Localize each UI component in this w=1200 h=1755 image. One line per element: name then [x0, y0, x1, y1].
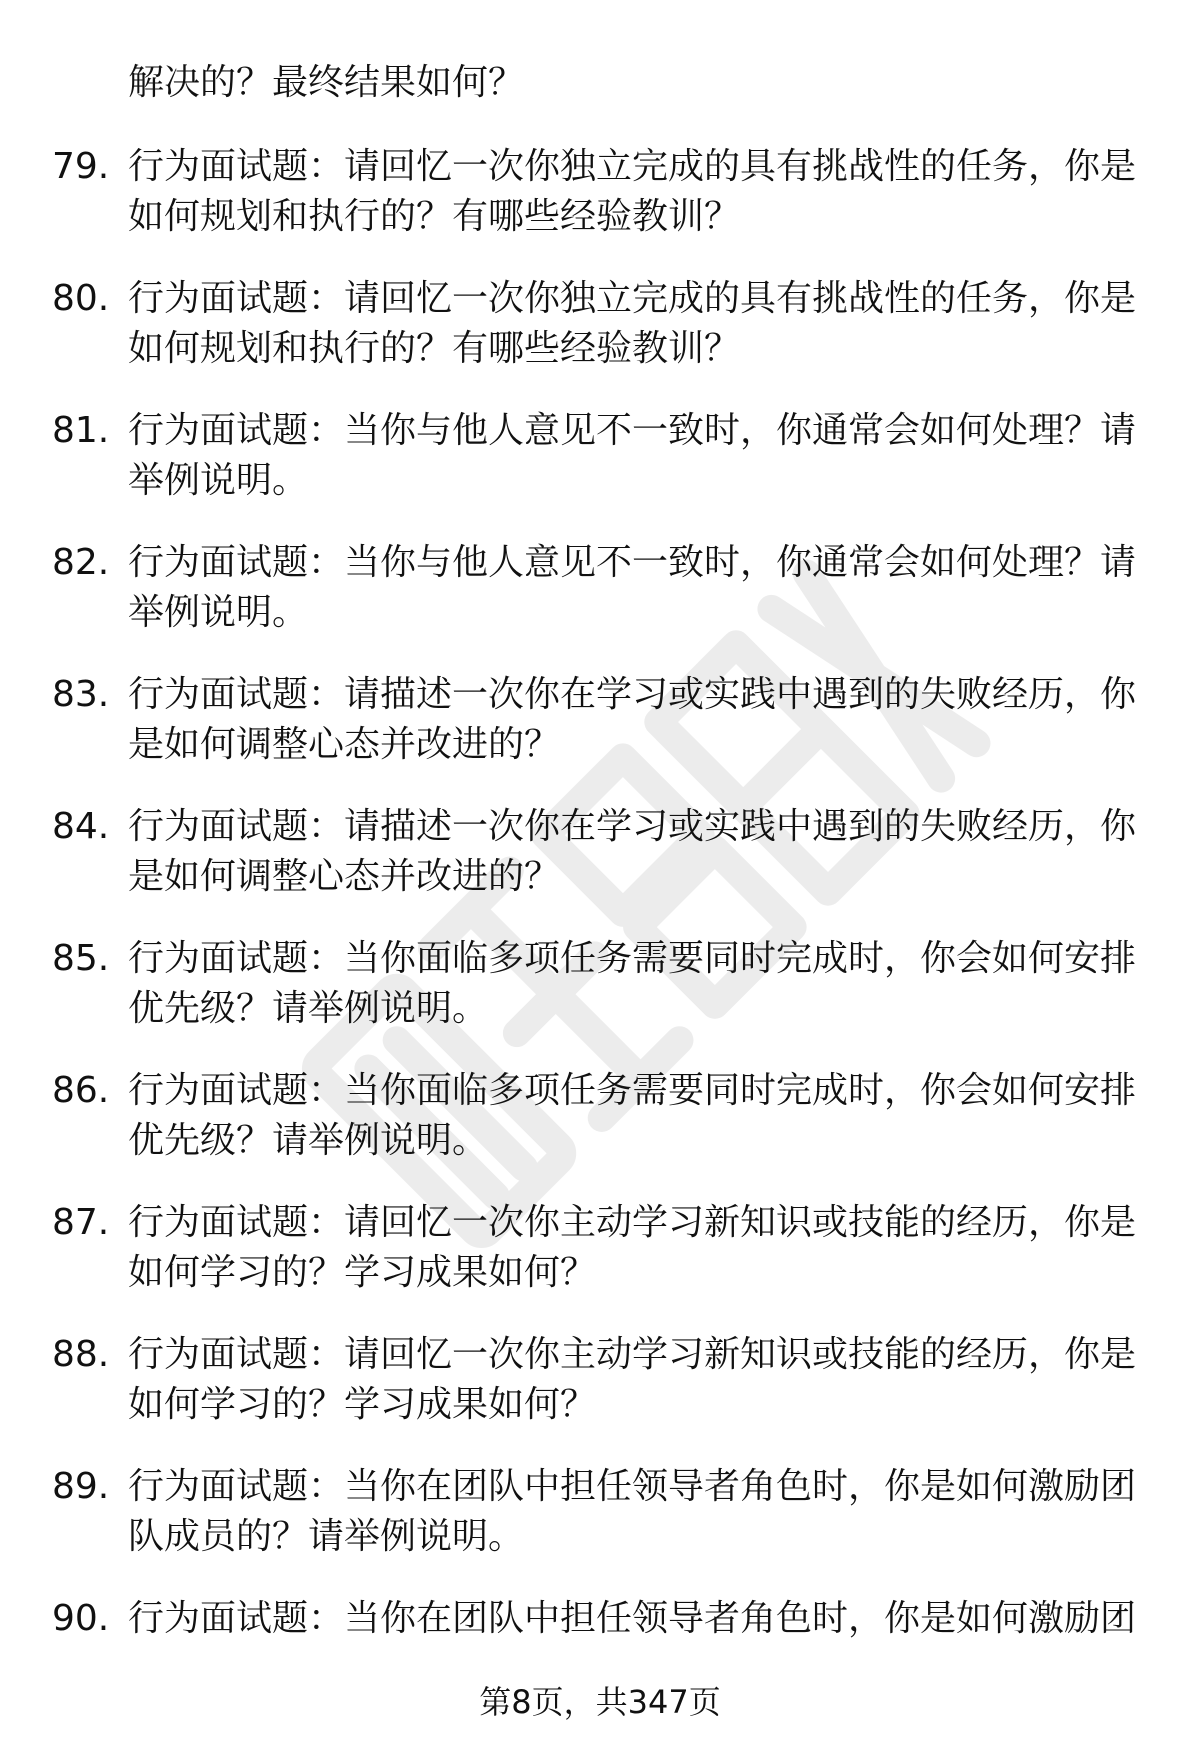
question-item [0, 1330, 1138, 1430]
question-item [0, 670, 1138, 770]
question-number: 81. [52, 410, 110, 451]
question-item [0, 934, 1138, 1034]
question-number: 84. [52, 806, 110, 847]
question-number: 86. [52, 1070, 110, 1111]
question-text: 行为面试题：请回忆一次你独立完成的具有挑战性的任务，你是如何规划和执行的？有哪些经验教训？ [128, 278, 1137, 369]
question-text: 行为面试题：请回忆一次你独立完成的具有挑战性的任务，你是如何规划和执行的？有哪些经验教训？ [128, 146, 1137, 237]
question-list [0, 142, 1200, 1644]
question-number: 82. [52, 542, 110, 583]
question-item [0, 1198, 1138, 1298]
document-body [0, 58, 1200, 1676]
question-text: 行为面试题：请回忆一次你主动学习新知识或技能的经历，你是如何学习的？学习成果如何？ [128, 1202, 1137, 1293]
question-text: 行为面试题：当你面临多项任务需要同时完成时，你会如何安排优先级？请举例说明。 [128, 1070, 1137, 1161]
question-item [0, 142, 1138, 242]
question-text: 行为面试题：请描述一次你在学习或实践中遇到的失败经历，你是如何调整心态并改进的？ [128, 674, 1137, 765]
continuation-text: 解决的？最终结果如何？ [128, 62, 525, 103]
page-footer: 第8页，共347页 [479, 1683, 721, 1721]
question-number: 89. [52, 1466, 110, 1507]
question-item [0, 538, 1138, 638]
question-number: 88. [52, 1334, 110, 1375]
question-item [0, 802, 1138, 902]
question-text: 行为面试题：当你面临多项任务需要同时完成时，你会如何安排优先级？请举例说明。 [128, 938, 1137, 1029]
question-text: 行为面试题：当你与他人意见不一致时，你通常会如何处理？请举例说明。 [128, 410, 1137, 501]
question-text: 行为面试题：当你在团队中担任领导者角色时，你是如何激励团 [128, 1598, 1137, 1639]
question-number: 90. [52, 1598, 110, 1639]
question-item [0, 406, 1138, 506]
question-text: 行为面试题：请回忆一次你主动学习新知识或技能的经历，你是如何学习的？学习成果如何？ [128, 1334, 1137, 1425]
question-number: 79. [52, 146, 110, 187]
question-text: 行为面试题：当你与他人意见不一致时，你通常会如何处理？请举例说明。 [128, 542, 1137, 633]
question-number: 87. [52, 1202, 110, 1243]
question-number: 80. [52, 278, 110, 319]
question-item [0, 1462, 1138, 1562]
question-item [0, 1066, 1138, 1166]
question-item [0, 274, 1138, 374]
question-item [0, 1594, 1138, 1644]
question-text: 行为面试题：当你在团队中担任领导者角色时，你是如何激励团队成员的？请举例说明。 [128, 1466, 1137, 1557]
question-number: 85. [52, 938, 110, 979]
question-number: 83. [52, 674, 110, 715]
question-text: 行为面试题：请描述一次你在学习或实践中遇到的失败经历，你是如何调整心态并改进的？ [128, 806, 1137, 897]
